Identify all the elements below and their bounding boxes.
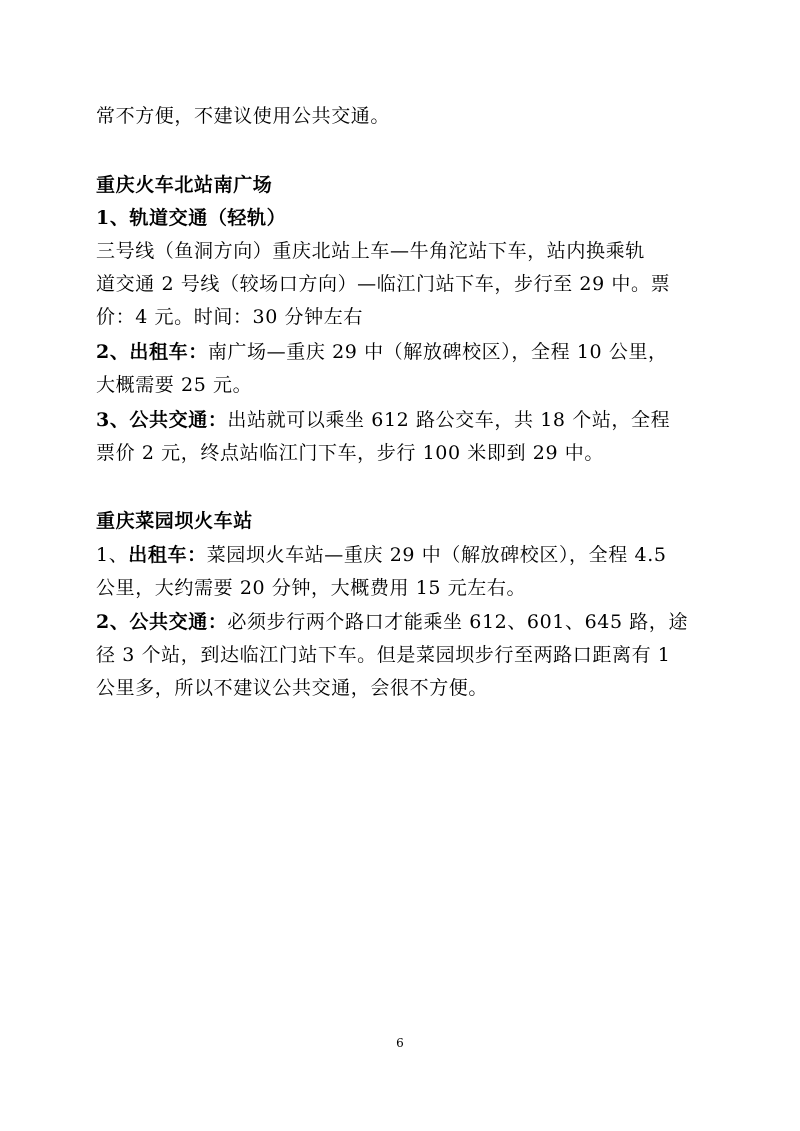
section-heading-caiyuanba: 重庆菜园坝火车站: [96, 510, 253, 532]
bus-label: 2、公共交通：: [96, 611, 228, 633]
taxi-text-1: 菜园坝火车站—重庆 29 中（解放碑校区），全程 4.5: [206, 544, 667, 566]
rail-transit-title: 1、轨道交通（轻轨）: [96, 207, 287, 229]
page-number: 6: [396, 1036, 404, 1050]
bus-text-3: 公里多，所以不建议公共交通，会很不方便。: [96, 677, 489, 699]
rail-transit-text-2: 道交通 2 号线（较场口方向）—临江门站下车，步行至 29 中。票: [96, 273, 671, 295]
taxi-text-2: 大概需要 25 元。: [96, 374, 253, 396]
bus-text-2: 票价 2 元，终点站临江门下车，步行 100 米即到 29 中。: [96, 442, 604, 464]
bus-paragraph-caiyuanba: [96, 610, 716, 634]
taxi-label: 2、出租车：: [96, 341, 208, 363]
taxi-paragraph-caiyuanba: [96, 543, 716, 567]
taxi-text-1: 南广场—重庆 29 中（解放碑校区），全程 10 公里，: [207, 341, 668, 363]
bus-label: 3、公共交通：: [96, 409, 228, 431]
taxi-text-2: 公里，大约需要 20 分钟，大概费用 15 元左右。: [96, 577, 527, 599]
taxi-number: 1、: [96, 544, 129, 566]
taxi-paragraph-north: [96, 340, 716, 364]
section-heading-north-station: 重庆火车北站南广场: [96, 174, 273, 196]
taxi-label: 出租车：: [128, 544, 207, 566]
bus-text-2: 径 3 个站，到达临江门站下车。但是菜园坝步行至两路口距离有 1: [96, 644, 671, 666]
rail-transit-text-3: 价：4 元。时间：30 分钟左右: [96, 306, 363, 328]
intro-line: 常不方便，不建议使用公共交通。: [96, 105, 391, 127]
rail-transit-text-1: 三号线（鱼洞方向）重庆北站上车—牛角沱站下车，站内换乘轨: [96, 240, 645, 262]
bus-paragraph-north: [96, 408, 716, 432]
bus-text-1: 出站就可以乘坐 612 路公交车，共 18 个站，全程: [227, 409, 671, 431]
bus-text-1: 必须步行两个路口才能乘坐 612、601、645 路，途: [227, 611, 689, 633]
